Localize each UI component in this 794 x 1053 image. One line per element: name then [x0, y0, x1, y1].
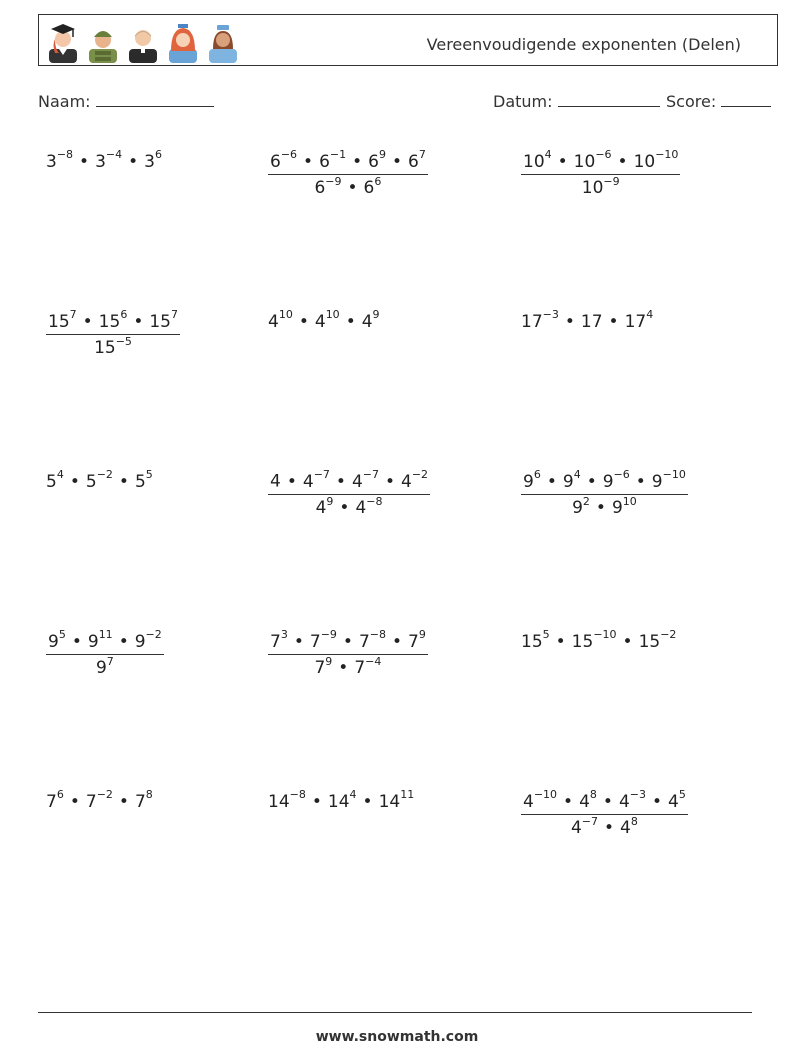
term-base: 4: [668, 791, 679, 812]
fraction-numerator: [268, 150, 428, 174]
power-term: [523, 468, 541, 492]
multiply-operator: •: [298, 311, 309, 332]
score-label: Score:: [666, 92, 717, 111]
term-base: 4: [523, 791, 534, 812]
term-base: 14: [268, 791, 290, 812]
power-term: [309, 628, 337, 652]
score-field[interactable]: [666, 92, 771, 111]
term-base: 4: [570, 818, 582, 839]
power-term: [268, 308, 293, 332]
exponent-problem: [268, 310, 380, 332]
term-exponent: 6: [120, 308, 128, 321]
term-base: 7: [134, 791, 146, 812]
term-exponent: −10: [593, 628, 617, 641]
multiply-operator: •: [82, 311, 93, 332]
term-exponent: −10: [655, 148, 679, 161]
term-exponent: 11: [98, 628, 113, 641]
term-exponent: 5: [678, 788, 686, 801]
power-term: [638, 628, 677, 652]
term-base: 10: [523, 151, 545, 172]
term-exponent: −10: [533, 788, 558, 801]
term-exponent: 8: [589, 788, 597, 801]
power-term: [602, 468, 630, 492]
term-exponent: 6: [533, 468, 541, 481]
term-exponent: −2: [411, 468, 429, 481]
exponent-problem: [268, 790, 414, 812]
power-term: [314, 174, 342, 199]
fraction-denominator: [521, 494, 688, 519]
term-exponent: −8: [289, 788, 306, 801]
power-term: [521, 308, 559, 332]
term-base: 15: [149, 311, 171, 332]
multiply-operator: •: [69, 471, 80, 492]
term-base: 10: [581, 178, 604, 199]
power-term: [351, 468, 379, 492]
multiply-operator: •: [557, 151, 568, 172]
term-base: 14: [378, 791, 401, 812]
power-term: [358, 628, 386, 652]
power-term: [134, 788, 153, 812]
term-base: 6: [270, 151, 281, 172]
power-term: [521, 628, 550, 652]
power-term: [651, 468, 686, 492]
term-base: 9: [611, 498, 623, 519]
term-base: 4: [355, 498, 367, 519]
term-exponent: 8: [630, 814, 638, 828]
power-term: [46, 468, 64, 492]
exponent-problem: [46, 790, 153, 812]
multiply-operator: •: [118, 791, 129, 812]
fraction-denominator: [268, 494, 430, 519]
power-term: [94, 334, 132, 359]
term-exponent: 9: [418, 628, 426, 641]
term-exponent: 6: [56, 788, 64, 801]
term-exponent: 10: [278, 308, 293, 321]
exponent-problem: [521, 630, 676, 652]
power-term: [579, 788, 597, 812]
fraction-numerator: [521, 790, 688, 814]
power-term: [624, 308, 654, 332]
term-base: 3: [46, 151, 57, 172]
term-base: 9: [134, 631, 146, 652]
term-base: 6: [319, 151, 330, 172]
term-base: 9: [87, 631, 99, 652]
power-term: [95, 148, 123, 172]
term-exponent: −8: [366, 494, 383, 508]
power-term: [401, 468, 429, 492]
power-term: [85, 468, 113, 492]
power-term: [302, 468, 330, 492]
term-base: 4: [270, 471, 281, 492]
avatar-row: [45, 19, 241, 63]
exponent-problem: [521, 150, 680, 198]
nurse-avatar-icon: [205, 19, 241, 63]
term-exponent: 5: [542, 628, 550, 641]
multiply-operator: •: [69, 791, 80, 812]
graduate-avatar-icon: [45, 19, 81, 63]
term-base: 7: [309, 631, 321, 652]
multiply-operator: •: [595, 498, 606, 519]
term-base: 9: [602, 471, 614, 492]
term-exponent: 5: [145, 468, 153, 481]
term-base: 9: [48, 631, 59, 652]
power-term: [149, 308, 178, 332]
term-base: 15: [638, 631, 661, 652]
fraction-numerator: [268, 470, 430, 494]
term-exponent: 9: [325, 654, 333, 668]
term-base: 4: [361, 311, 373, 332]
term-exponent: −8: [369, 628, 386, 641]
power-term: [363, 174, 382, 199]
fraction-numerator: [521, 470, 688, 494]
term-base: 5: [134, 471, 146, 492]
date-blank[interactable]: [558, 92, 660, 107]
power-term: [270, 628, 288, 652]
multiply-operator: •: [563, 791, 574, 812]
power-term: [618, 788, 646, 812]
power-term: [378, 788, 415, 812]
term-base: 15: [94, 338, 116, 359]
multiply-operator: •: [651, 791, 663, 812]
power-term: [95, 654, 114, 679]
term-base: 15: [521, 631, 543, 652]
exponent-problem: [268, 470, 430, 518]
term-base: 17: [521, 311, 543, 332]
product-expression: [46, 148, 162, 172]
multiply-operator: •: [293, 631, 304, 652]
term-exponent: 9: [378, 148, 386, 161]
term-base: 17: [624, 311, 647, 332]
term-base: 15: [98, 311, 121, 332]
term-base: 4: [579, 791, 590, 812]
footer-divider: [38, 1012, 752, 1013]
fraction-denominator: [521, 174, 680, 199]
name-label: Naam:: [38, 92, 91, 111]
term-exponent: 7: [418, 148, 426, 161]
term-exponent: −7: [581, 814, 599, 828]
term-base: 3: [95, 151, 106, 172]
term-exponent: 4: [349, 788, 357, 801]
term-base: 4: [620, 818, 631, 839]
power-term: [46, 788, 64, 812]
term-exponent: 8: [145, 788, 153, 801]
term-exponent: 6: [154, 148, 162, 161]
multiply-operator: •: [635, 471, 646, 492]
power-term: [523, 788, 558, 812]
term-base: 7: [85, 791, 97, 812]
power-term: [48, 628, 66, 652]
term-exponent: 10: [622, 494, 637, 508]
term-exponent: −3: [542, 308, 559, 321]
term-exponent: −4: [365, 654, 382, 668]
term-base: 9: [572, 498, 583, 519]
multiply-operator: •: [608, 311, 619, 332]
term-base: 15: [48, 311, 70, 332]
term-base: 4: [314, 311, 326, 332]
power-term: [270, 472, 281, 492]
name-blank[interactable]: [96, 92, 214, 107]
power-term: [327, 788, 357, 812]
term-exponent: −10: [662, 468, 686, 481]
term-base: 7: [354, 658, 366, 679]
multiply-operator: •: [391, 631, 403, 652]
term-exponent: −4: [105, 148, 123, 161]
power-term: [268, 788, 306, 812]
exponent-problem: [521, 310, 653, 332]
power-term: [354, 654, 382, 679]
date-field[interactable]: [493, 92, 660, 111]
power-term: [144, 148, 162, 172]
fraction-denominator: [521, 814, 688, 839]
term-exponent: −7: [362, 468, 379, 481]
power-term: [368, 148, 386, 172]
term-base: 4: [302, 471, 314, 492]
multiply-operator: •: [286, 471, 297, 492]
term-exponent: −9: [603, 174, 620, 188]
fraction-numerator: [521, 150, 680, 174]
term-exponent: −9: [325, 174, 342, 188]
power-term: [315, 494, 334, 519]
power-term: [48, 308, 77, 332]
product-expression: [268, 788, 415, 812]
multiply-operator: •: [352, 151, 363, 172]
term-base: 3: [144, 151, 155, 172]
fraction-denominator: [268, 174, 428, 199]
term-base: 6: [314, 178, 326, 199]
term-exponent: 7: [69, 308, 77, 321]
power-term: [134, 628, 162, 652]
term-exponent: 7: [170, 308, 178, 321]
term-exponent: 3: [280, 628, 288, 641]
multiply-operator: •: [347, 178, 358, 199]
product-expression: [46, 788, 153, 812]
term-base: 4: [401, 471, 412, 492]
power-term: [572, 494, 590, 519]
power-term: [319, 148, 347, 172]
product-expression: [46, 468, 153, 492]
name-field[interactable]: [38, 92, 214, 111]
exponent-problem: [268, 630, 428, 678]
multiply-operator: •: [555, 631, 566, 652]
product-expression: [521, 628, 677, 652]
priest-avatar-icon: [125, 19, 161, 63]
term-base: 10: [573, 151, 596, 172]
term-base: 9: [651, 471, 663, 492]
term-base: 7: [314, 658, 326, 679]
power-term: [270, 148, 298, 172]
term-exponent: 9: [372, 308, 380, 321]
term-exponent: −1: [329, 148, 347, 161]
power-term: [633, 148, 679, 172]
power-term: [523, 148, 552, 172]
multiply-operator: •: [384, 471, 396, 492]
multiply-operator: •: [71, 631, 82, 652]
term-exponent: −6: [595, 148, 612, 161]
term-base: 4: [315, 498, 327, 519]
term-base: 4: [618, 791, 630, 812]
term-exponent: 2: [582, 494, 590, 508]
multiply-operator: •: [118, 631, 129, 652]
term-base: 5: [85, 471, 97, 492]
multiply-operator: •: [362, 791, 373, 812]
term-base: 6: [363, 178, 375, 199]
term-exponent: −2: [145, 628, 162, 641]
fraction-denominator: [46, 334, 180, 359]
multiply-operator: •: [335, 471, 346, 492]
fraction-expression: [268, 630, 428, 678]
term-base: 9: [523, 471, 534, 492]
exponent-problem: [46, 470, 153, 492]
term-exponent: 10: [325, 308, 340, 321]
power-term: [355, 494, 383, 519]
power-term: [611, 494, 637, 519]
fraction-numerator: [46, 310, 180, 334]
header-box: [38, 14, 778, 66]
power-term: [87, 628, 113, 652]
term-exponent: −2: [96, 788, 113, 801]
fraction-numerator: [46, 630, 164, 654]
term-exponent: −9: [320, 628, 337, 641]
exponent-problem: [46, 630, 164, 678]
fraction-expression: [46, 310, 180, 358]
term-exponent: 4: [56, 468, 64, 481]
term-exponent: 9: [326, 494, 334, 508]
term-exponent: 4: [544, 148, 552, 161]
term-base: 7: [46, 791, 57, 812]
term-exponent: −5: [115, 334, 132, 348]
term-exponent: −2: [660, 628, 677, 641]
multiply-operator: •: [311, 791, 322, 812]
fraction-expression: [46, 630, 164, 678]
term-base: 9: [95, 658, 107, 679]
term-exponent: 6: [374, 174, 382, 188]
multiply-operator: •: [303, 151, 314, 172]
power-term: [581, 174, 620, 199]
fraction-expression: [521, 470, 688, 518]
term-base: 5: [46, 471, 57, 492]
power-term: [314, 654, 333, 679]
soldier-avatar-icon: [85, 19, 121, 63]
exponent-problem: [521, 470, 688, 518]
fraction-expression: [521, 790, 688, 838]
term-exponent: 4: [573, 468, 581, 481]
footer-site: www.snowmath.com: [315, 1029, 479, 1045]
multiply-operator: •: [546, 471, 557, 492]
exponent-problem: [268, 150, 428, 198]
multiply-operator: •: [79, 151, 90, 172]
term-base: 9: [562, 471, 574, 492]
exponent-problem: [521, 790, 688, 838]
term-exponent: −2: [96, 468, 113, 481]
multiply-operator: •: [604, 818, 615, 839]
multiply-operator: •: [622, 631, 633, 652]
multiply-operator: •: [338, 658, 349, 679]
power-term: [408, 148, 426, 172]
term-base: 14: [327, 791, 350, 812]
power-term: [361, 308, 380, 332]
power-term: [314, 308, 340, 332]
multiply-operator: •: [391, 151, 403, 172]
multiply-operator: •: [586, 471, 597, 492]
term-base: 10: [633, 151, 656, 172]
power-term: [46, 148, 74, 172]
power-term: [668, 788, 686, 812]
multiply-operator: •: [617, 151, 628, 172]
fraction-expression: [521, 150, 680, 198]
term-base: 6: [408, 151, 419, 172]
power-term: [581, 312, 603, 332]
multiply-operator: •: [339, 498, 350, 519]
power-term: [408, 628, 426, 652]
term-base: 4: [268, 311, 279, 332]
multiply-operator: •: [342, 631, 353, 652]
power-term: [620, 814, 638, 839]
term-base: 7: [408, 631, 419, 652]
redhead-woman-avatar-icon: [165, 19, 201, 63]
term-exponent: −6: [613, 468, 630, 481]
fraction-numerator: [268, 630, 428, 654]
power-term: [98, 308, 128, 332]
term-exponent: −7: [313, 468, 330, 481]
multiply-operator: •: [118, 471, 129, 492]
power-term: [570, 814, 599, 839]
fraction-denominator: [46, 654, 164, 679]
product-expression: [268, 308, 380, 332]
multiply-operator: •: [602, 791, 613, 812]
multiply-operator: •: [128, 151, 139, 172]
score-blank[interactable]: [721, 92, 771, 107]
term-base: 15: [571, 631, 594, 652]
multiply-operator: •: [345, 311, 356, 332]
term-exponent: 4: [646, 308, 654, 321]
term-exponent: 11: [400, 788, 415, 801]
term-exponent: −8: [56, 148, 74, 161]
exponent-problem: [46, 310, 180, 358]
term-base: 7: [358, 631, 370, 652]
exponent-problem: [46, 150, 162, 172]
term-exponent: −3: [629, 788, 646, 801]
fraction-denominator: [268, 654, 428, 679]
term-base: 6: [368, 151, 379, 172]
power-term: [85, 788, 113, 812]
product-expression: [521, 308, 654, 332]
power-term: [134, 468, 153, 492]
term-base: 17: [580, 311, 603, 332]
term-base: 4: [351, 471, 363, 492]
term-base: 7: [270, 631, 281, 652]
multiply-operator: •: [564, 311, 575, 332]
power-term: [562, 468, 581, 492]
date-label: Datum:: [493, 92, 553, 111]
fraction-expression: [268, 150, 428, 198]
term-exponent: 7: [106, 654, 114, 668]
term-exponent: 5: [58, 628, 66, 641]
fraction-expression: [268, 470, 430, 518]
power-term: [573, 148, 612, 172]
worksheet-title: Vereenvoudigende exponenten (Delen): [426, 35, 741, 54]
power-term: [571, 628, 617, 652]
multiply-operator: •: [133, 311, 144, 332]
term-exponent: −6: [280, 148, 298, 161]
